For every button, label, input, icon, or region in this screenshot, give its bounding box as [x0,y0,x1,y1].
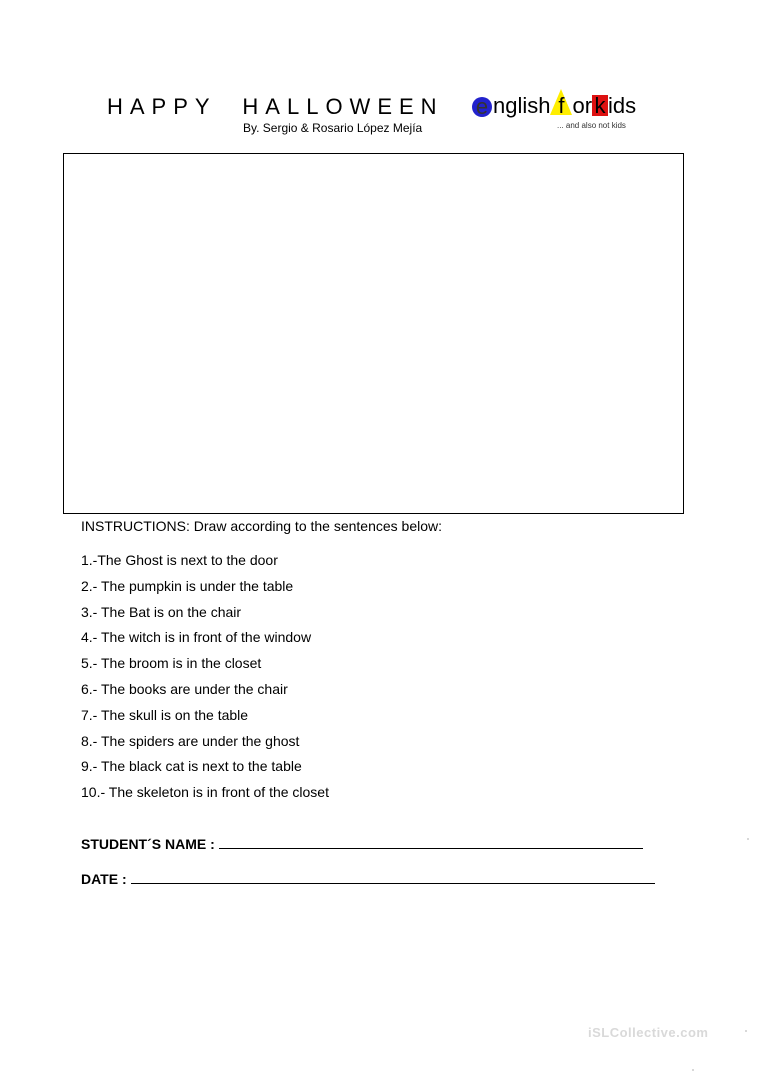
sentence-item: 5.- The broom is in the closet [81,655,262,672]
student-name-field [81,835,643,853]
sentence-item: 8.- The spiders are under the ghost [81,732,300,749]
sentence-item: 7.- The skull is on the table [81,706,249,723]
student-name-label: STUDENT´S NAME : [81,836,215,852]
logo-text-nglish: nglish [493,93,551,118]
watermark: iSLCollective.com [588,1025,709,1040]
date-field [81,870,655,888]
logo-red-box: k [592,95,608,116]
instructions-text: INSTRUCTIONS: Draw according to the sentences below: [81,518,443,534]
student-name-blank[interactable] [219,835,643,849]
author-byline: By. Sergio & Rosario López Mejía [243,121,423,135]
sentence-item: 9.- The black cat is next to the table [81,758,302,775]
logo-text-or: or [572,93,593,118]
date-label: DATE : [81,871,127,887]
sentence-item: 1.-The Ghost is next to the door [81,552,278,568]
logo-yellow-triangle: f [550,93,572,115]
sentence-item: 2.- The pumpkin is under the table [81,577,294,594]
english-for-kids-logo [472,90,662,134]
date-blank[interactable] [131,870,655,884]
sentence-item: 10.- The skeleton is in front of the closet [81,784,329,801]
worksheet-title: HAPPY HALLOWEEN [107,94,444,119]
logo-text-ids: ids [608,93,637,118]
decorative-dot [745,1030,747,1032]
logo-blue-circle: e [472,97,492,117]
sentence-item: 3.- The Bat is on the chair [81,603,242,620]
decorative-dot [692,1069,694,1071]
logo-tagline: ... and also not kids [557,121,626,130]
decorative-dot [747,838,749,840]
sentence-item: 6.- The books are under the chair [81,680,288,697]
sentence-item: 4.- The witch is in front of the window [81,629,312,646]
drawing-area[interactable] [63,153,684,514]
sentence-list [81,551,329,809]
logo-wordmark [472,93,636,119]
